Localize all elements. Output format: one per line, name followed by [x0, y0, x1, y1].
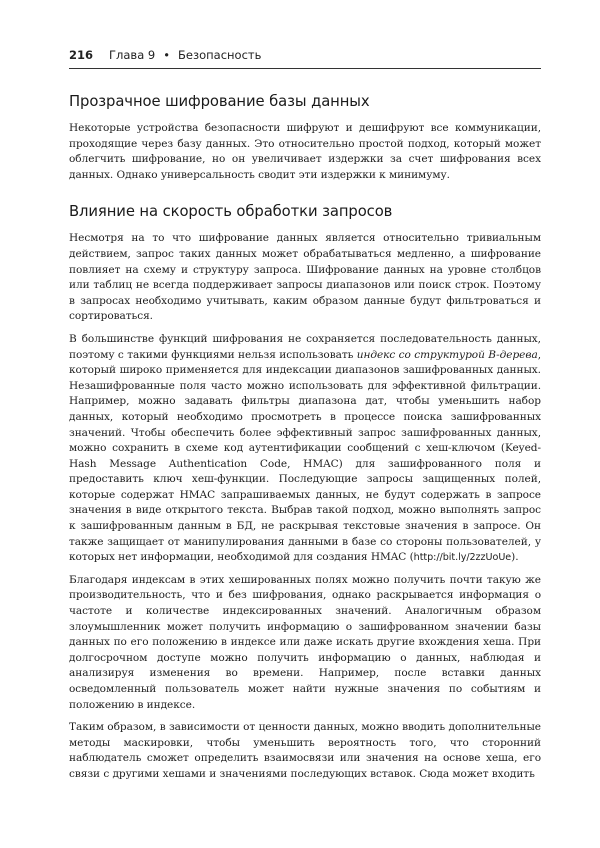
running-header	[69, 48, 541, 66]
btree-term: индекс со структурой B-дерева	[356, 348, 538, 361]
paragraph-query-2-end: ).	[511, 551, 519, 564]
hmac-link[interactable]: http://bit.ly/2zzUoUe	[413, 552, 512, 564]
chapter-label: Глава 9	[109, 48, 156, 62]
paragraph-query-2-start: В большинстве функций шифрования не сохраняется последовательность данных, поэтому с такими функциями нельзя использовать	[69, 332, 541, 361]
section-heading-query-performance: Влияние на скорость обработки запросов	[69, 203, 393, 221]
header-divider	[69, 68, 541, 69]
paragraph-query-2	[69, 332, 541, 566]
section-heading-transparent-encryption: Прозрачное шифрование базы данных	[69, 93, 370, 110]
book-page	[69, 48, 541, 790]
paragraph-query-4: Таким образом, в зависимости от ценности данных, можно вводить дополнительные методы маскировки, чтобы уменьшить вероятность того, что сторонний наблюдатель сможет определить взаимосвязи или значения на основе хеша, его связи с другими хешами и значениями последующих вставок. Сюда может входить	[69, 721, 541, 780]
section-label: Безопасность	[178, 48, 262, 62]
header-bullet: •	[163, 48, 171, 62]
page-number: 216	[69, 48, 94, 62]
paragraph-query-1: Несмотря на то что шифрование данных является относительно тривиальным действием, запрос таких данных может обрабатываться медленно, а шифрование повлияет на схему и структуру запроса. Шифрование данных на уровне столбцов или таблиц не всегда поддерживает запросы диапазонов или поиск строк. Поэтому в запросах необходимо учитывать, каким образом данные будут фильтроваться и сортироваться.	[69, 232, 541, 323]
paragraph-transparent-encryption: Некоторые устройства безопасности шифруют и дешифруют все коммуникации, проходящие через базу данных. Это относительно простой подход, который может облегчить шифрование, но он увеличивает издержки за счет шифрования всех данных. Однако универсальность сводит эти издержки к минимуму.	[69, 122, 541, 181]
paragraph-query-3: Благодаря индексам в этих хешированных полях можно получить почти такую же производительность, что и без шифрования, однако раскрывается информация о частоте и количестве индексированных значений. Аналогичным образом злоумышленник может получить информацию о зашифрованном значении базы данных по его положению в индексе или даже искать другие вхождения хеша. При долгосрочном доступе можно получить информацию о данных, наблюдая и анализируя изменения во времени. Например, после вставки данных осведомленный пользователь может найти нужные значения по событиям и положению в индексе.	[69, 573, 541, 711]
paragraph-query-2-middle: , который широко применяется для индексации диапазонов зашифрованных данных. Незашифрованные поля часто можно использовать для эффективной фильтрации. Например, можно задавать фильтры диапазона дат, чтобы уменьшить набор данных, который необходимо просмотреть в процессе поиска зашифрованных значений. Чтобы обеспечить более эффективный запрос зашифрованных данных, можно сохранить в схеме код аутентификации сообщений с хеш-ключом (Keyed-Hash Message Authentication Code, HMAC) для зашифрованного поля и предоставить ключ хеш-функции. Последующие запросы защищенных полей, которые содержат HMAC запрашиваемых данных, не будут содержать в запросе значения в виде открытого текста. Выбрав такой подход, можно выполнять запрос к зашифрованным данным в БД, не раскрывая текстовые значения в запросе. Он также защищает от манипулирования данными в базе со стороны пользователей, у которых нет информации, необходимой для создания HMAC (	[69, 348, 541, 564]
